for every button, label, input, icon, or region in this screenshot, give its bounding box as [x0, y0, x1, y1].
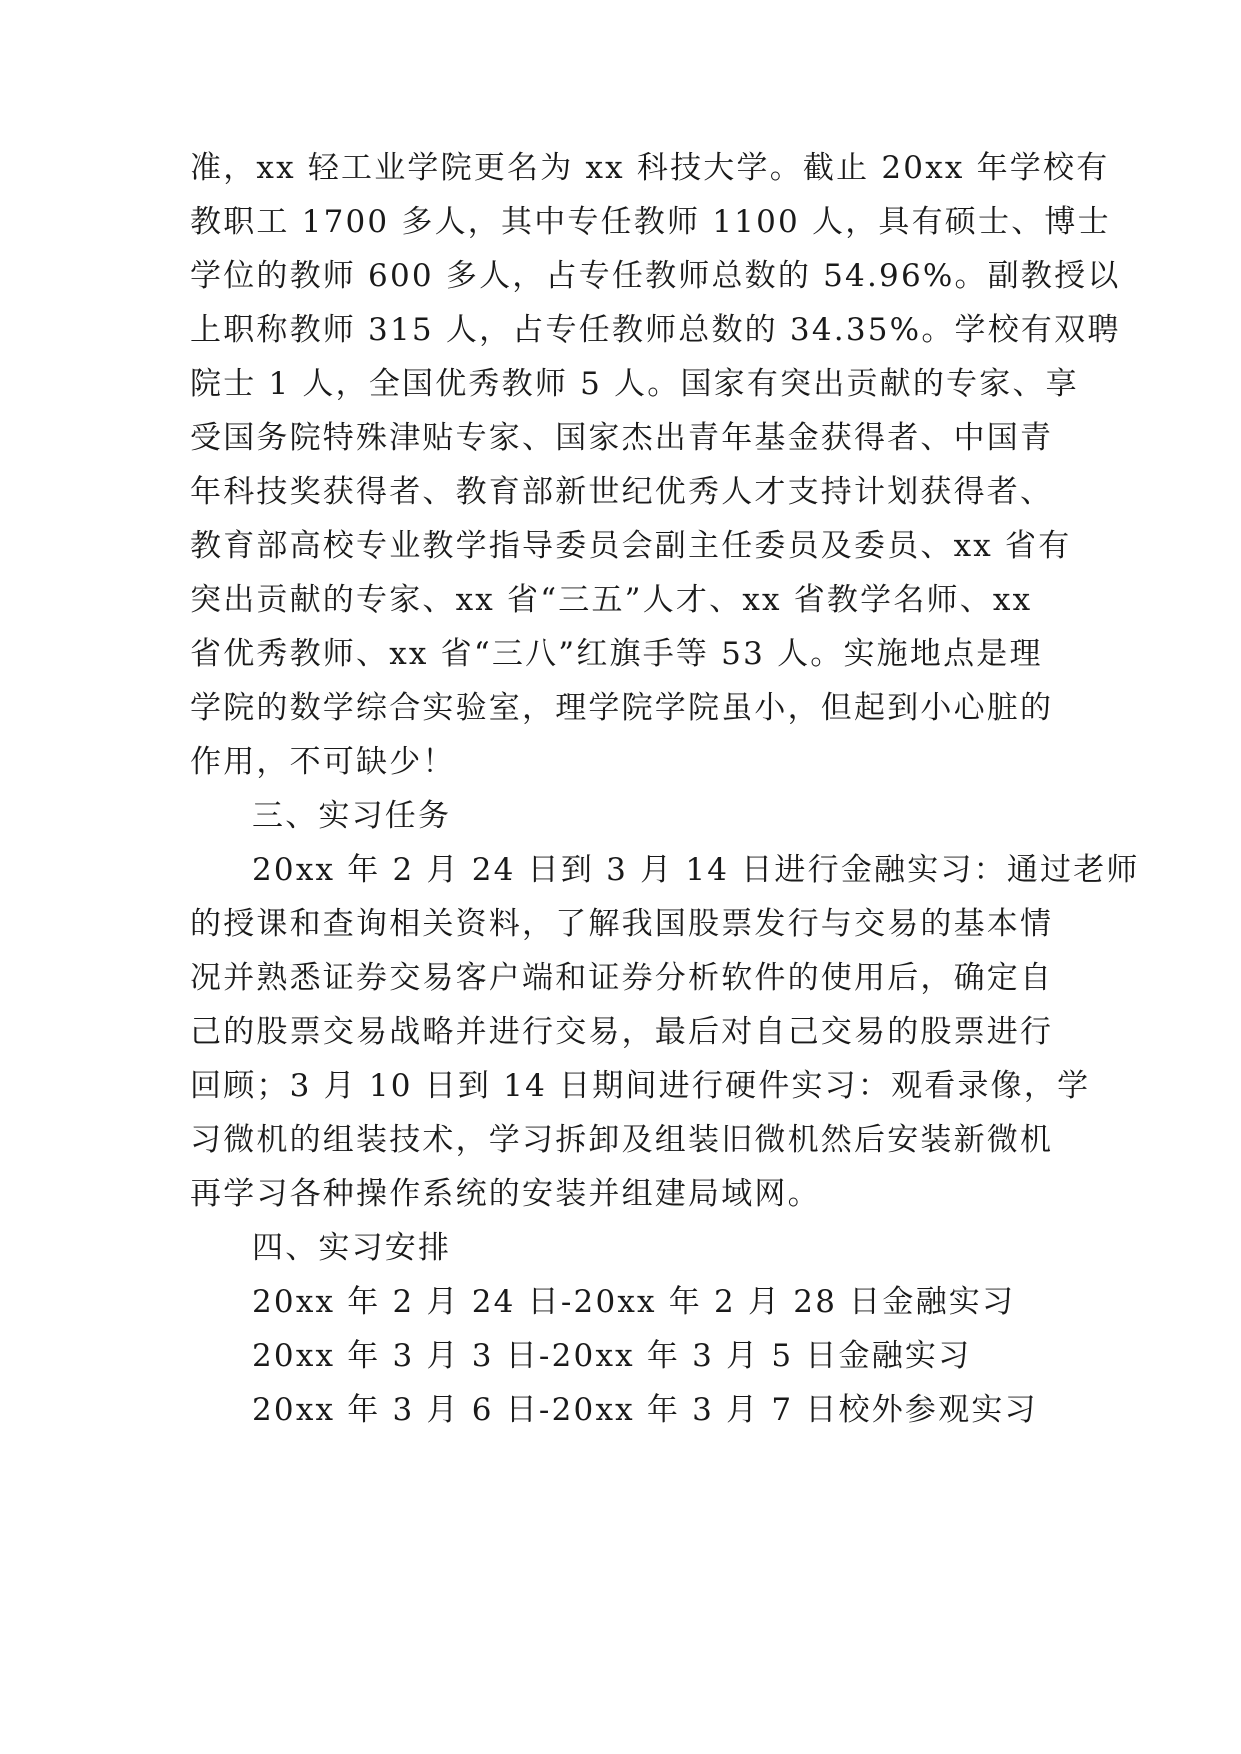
text-line: 学位的教师 600 多人，占专任教师总数的 54.96%。副教授以: [190, 258, 1121, 294]
text-line: 习微机的组装技术，学习拆卸及组装旧微机然后安装新微机: [190, 1122, 1054, 1158]
text-line: 的授课和查询相关资料，了解我国股票发行与交易的基本情: [190, 906, 1054, 942]
text-line: 学院的数学综合实验室，理学院学院虽小，但起到小心脏的: [190, 690, 1054, 726]
text-line: 况并熟悉证券交易客户端和证券分析软件的使用后，确定自: [190, 960, 1054, 996]
section-heading: 四、实习安排: [252, 1230, 452, 1266]
text-line: 院士 1 人，全国优秀教师 5 人。国家有突出贡献的专家、享: [190, 366, 1079, 402]
text-line: 年科技奖获得者、教育部新世纪优秀人才支持计划获得者、: [190, 474, 1054, 510]
text-line: 回顾；3 月 10 日到 14 日期间进行硬件实习：观看录像，学: [190, 1068, 1091, 1104]
section-heading: 三、实习任务: [252, 798, 452, 834]
text-line: 作用，不可缺少！: [190, 744, 456, 780]
text-line: 20xx 年 2 月 24 日到 3 月 14 日进行金融实习：通过老师: [252, 852, 1140, 888]
text-line: 准，xx 轻工业学院更名为 xx 科技大学。截止 20xx 年学校有: [190, 150, 1110, 186]
schedule-item: 20xx 年 3 月 3 日-20xx 年 3 月 5 日金融实习: [252, 1338, 972, 1374]
text-line: 己的股票交易战略并进行交易，最后对自己交易的股票进行: [190, 1014, 1054, 1050]
text-line: 突出贡献的专家、xx 省“三五”人才、xx 省教学名师、xx: [190, 582, 1033, 618]
schedule-item: 20xx 年 3 月 6 日-20xx 年 3 月 7 日校外参观实习: [252, 1392, 1038, 1428]
text-line: 教职工 1700 多人，其中专任教师 1100 人，具有硕士、博士: [190, 204, 1111, 240]
text-line: 再学习各种操作系统的安装并组建局域网。: [190, 1176, 821, 1212]
text-line: 教育部高校专业教学指导委员会副主任委员及委员、xx 省有: [190, 528, 1072, 564]
schedule-item: 20xx 年 2 月 24 日-20xx 年 2 月 28 日金融实习: [252, 1284, 1016, 1320]
text-line: 上职称教师 315 人，占专任教师总数的 34.35%。学校有双聘: [190, 312, 1121, 348]
text-line: 受国务院特殊津贴专家、国家杰出青年基金获得者、中国青: [190, 420, 1054, 456]
text-line: 省优秀教师、xx 省“三八”红旗手等 53 人。实施地点是理: [190, 636, 1043, 672]
